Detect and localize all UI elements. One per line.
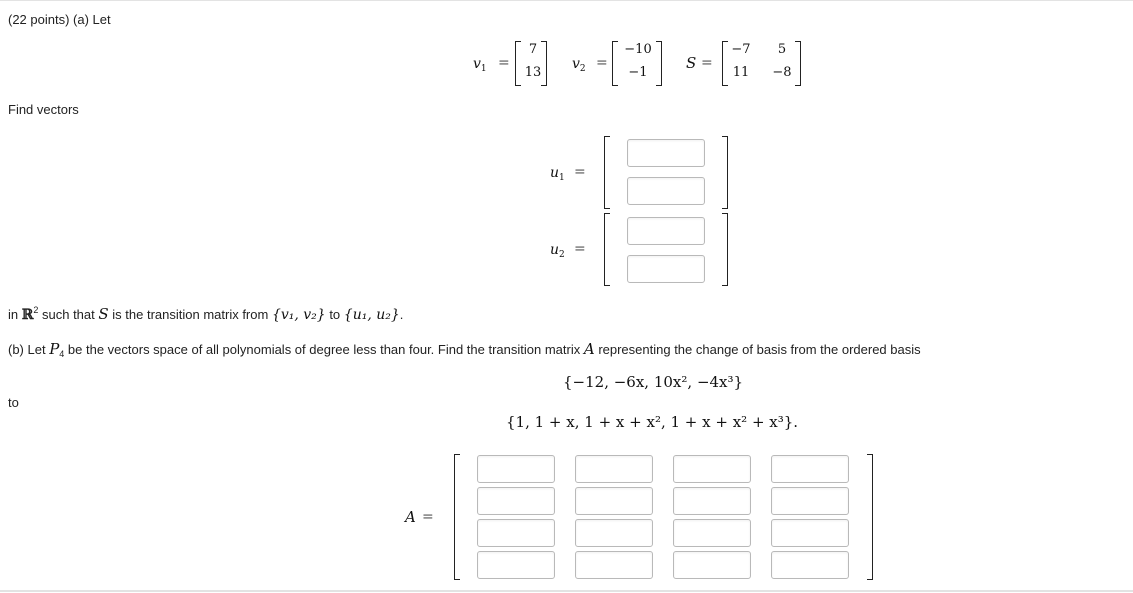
a-input[interactable] <box>575 519 653 547</box>
u1-equals: = <box>574 164 586 180</box>
a-input[interactable] <box>771 519 849 547</box>
v2-entry: −1 <box>628 65 648 80</box>
v1-right-bracket <box>541 41 547 86</box>
u1-right-bracket <box>722 136 728 209</box>
v1-entry: 13 <box>524 65 542 80</box>
u2-input[interactable] <box>627 217 705 245</box>
u1-input[interactable] <box>627 177 705 205</box>
a-input[interactable] <box>771 455 849 483</box>
u2-label: $u_2$ <box>550 242 565 260</box>
a-input[interactable] <box>673 519 751 547</box>
v1-entry: 7 <box>528 42 538 57</box>
s-entry: −8 <box>772 65 792 80</box>
v2-entry: −10 <box>624 42 652 57</box>
basis-to: {1, 1 + x, 1 + x + x², 1 + x + x² + x³}. <box>506 413 799 431</box>
v1-left-bracket <box>515 41 521 86</box>
s-entry: −7 <box>731 42 751 57</box>
v2-label: $v_2$ <box>572 56 586 74</box>
a-input[interactable] <box>575 551 653 579</box>
a-input[interactable] <box>575 487 653 515</box>
u1-left-bracket <box>604 136 610 209</box>
find-vectors-text: Find vectors <box>8 102 79 117</box>
a-input[interactable] <box>477 455 555 483</box>
v2-right-bracket <box>656 41 662 86</box>
a-input[interactable] <box>673 551 751 579</box>
a-equals: = <box>422 509 434 525</box>
top-border <box>0 0 1133 1</box>
a-input[interactable] <box>575 455 653 483</box>
a-input[interactable] <box>477 519 555 547</box>
a-input[interactable] <box>477 551 555 579</box>
a-input[interactable] <box>673 455 751 483</box>
s-equals: = <box>701 55 713 71</box>
a-label: A <box>405 508 416 526</box>
s-label: S <box>686 54 697 72</box>
v1-equals: = <box>498 55 510 71</box>
u2-right-bracket <box>722 213 728 286</box>
s-right-bracket <box>795 41 801 86</box>
u2-left-bracket <box>604 213 610 286</box>
part-a-header: (22 points) (a) Let <box>8 12 111 27</box>
v2-equals: = <box>596 55 608 71</box>
u2-input[interactable] <box>627 255 705 283</box>
v1-label: $v_1$ <box>473 56 487 74</box>
u1-label: $u_1$ <box>550 165 565 183</box>
u2-equals: = <box>574 241 586 257</box>
a-left-bracket <box>454 454 460 580</box>
u1-input[interactable] <box>627 139 705 167</box>
bottom-border <box>0 590 1133 592</box>
to-text: to <box>8 395 19 410</box>
transition-sentence: in ℝ$^2$ such that S is the transition matrix from {v₁, v₂} to {u₁, u₂}. <box>8 305 404 323</box>
a-input[interactable] <box>477 487 555 515</box>
basis-from: {−12, −6x, 10x², −4x³} <box>563 373 744 391</box>
part-b-text: (b) Let $P_4$ be the vectors space of all polynomials of degree less than four. Find the transition matrix A representing the change of basis from the ordered basis <box>8 340 921 359</box>
s-entry: 5 <box>777 42 787 57</box>
s-entry: 11 <box>732 65 750 80</box>
a-right-bracket <box>867 454 873 580</box>
a-input[interactable] <box>771 487 849 515</box>
a-input[interactable] <box>673 487 751 515</box>
a-input[interactable] <box>771 551 849 579</box>
